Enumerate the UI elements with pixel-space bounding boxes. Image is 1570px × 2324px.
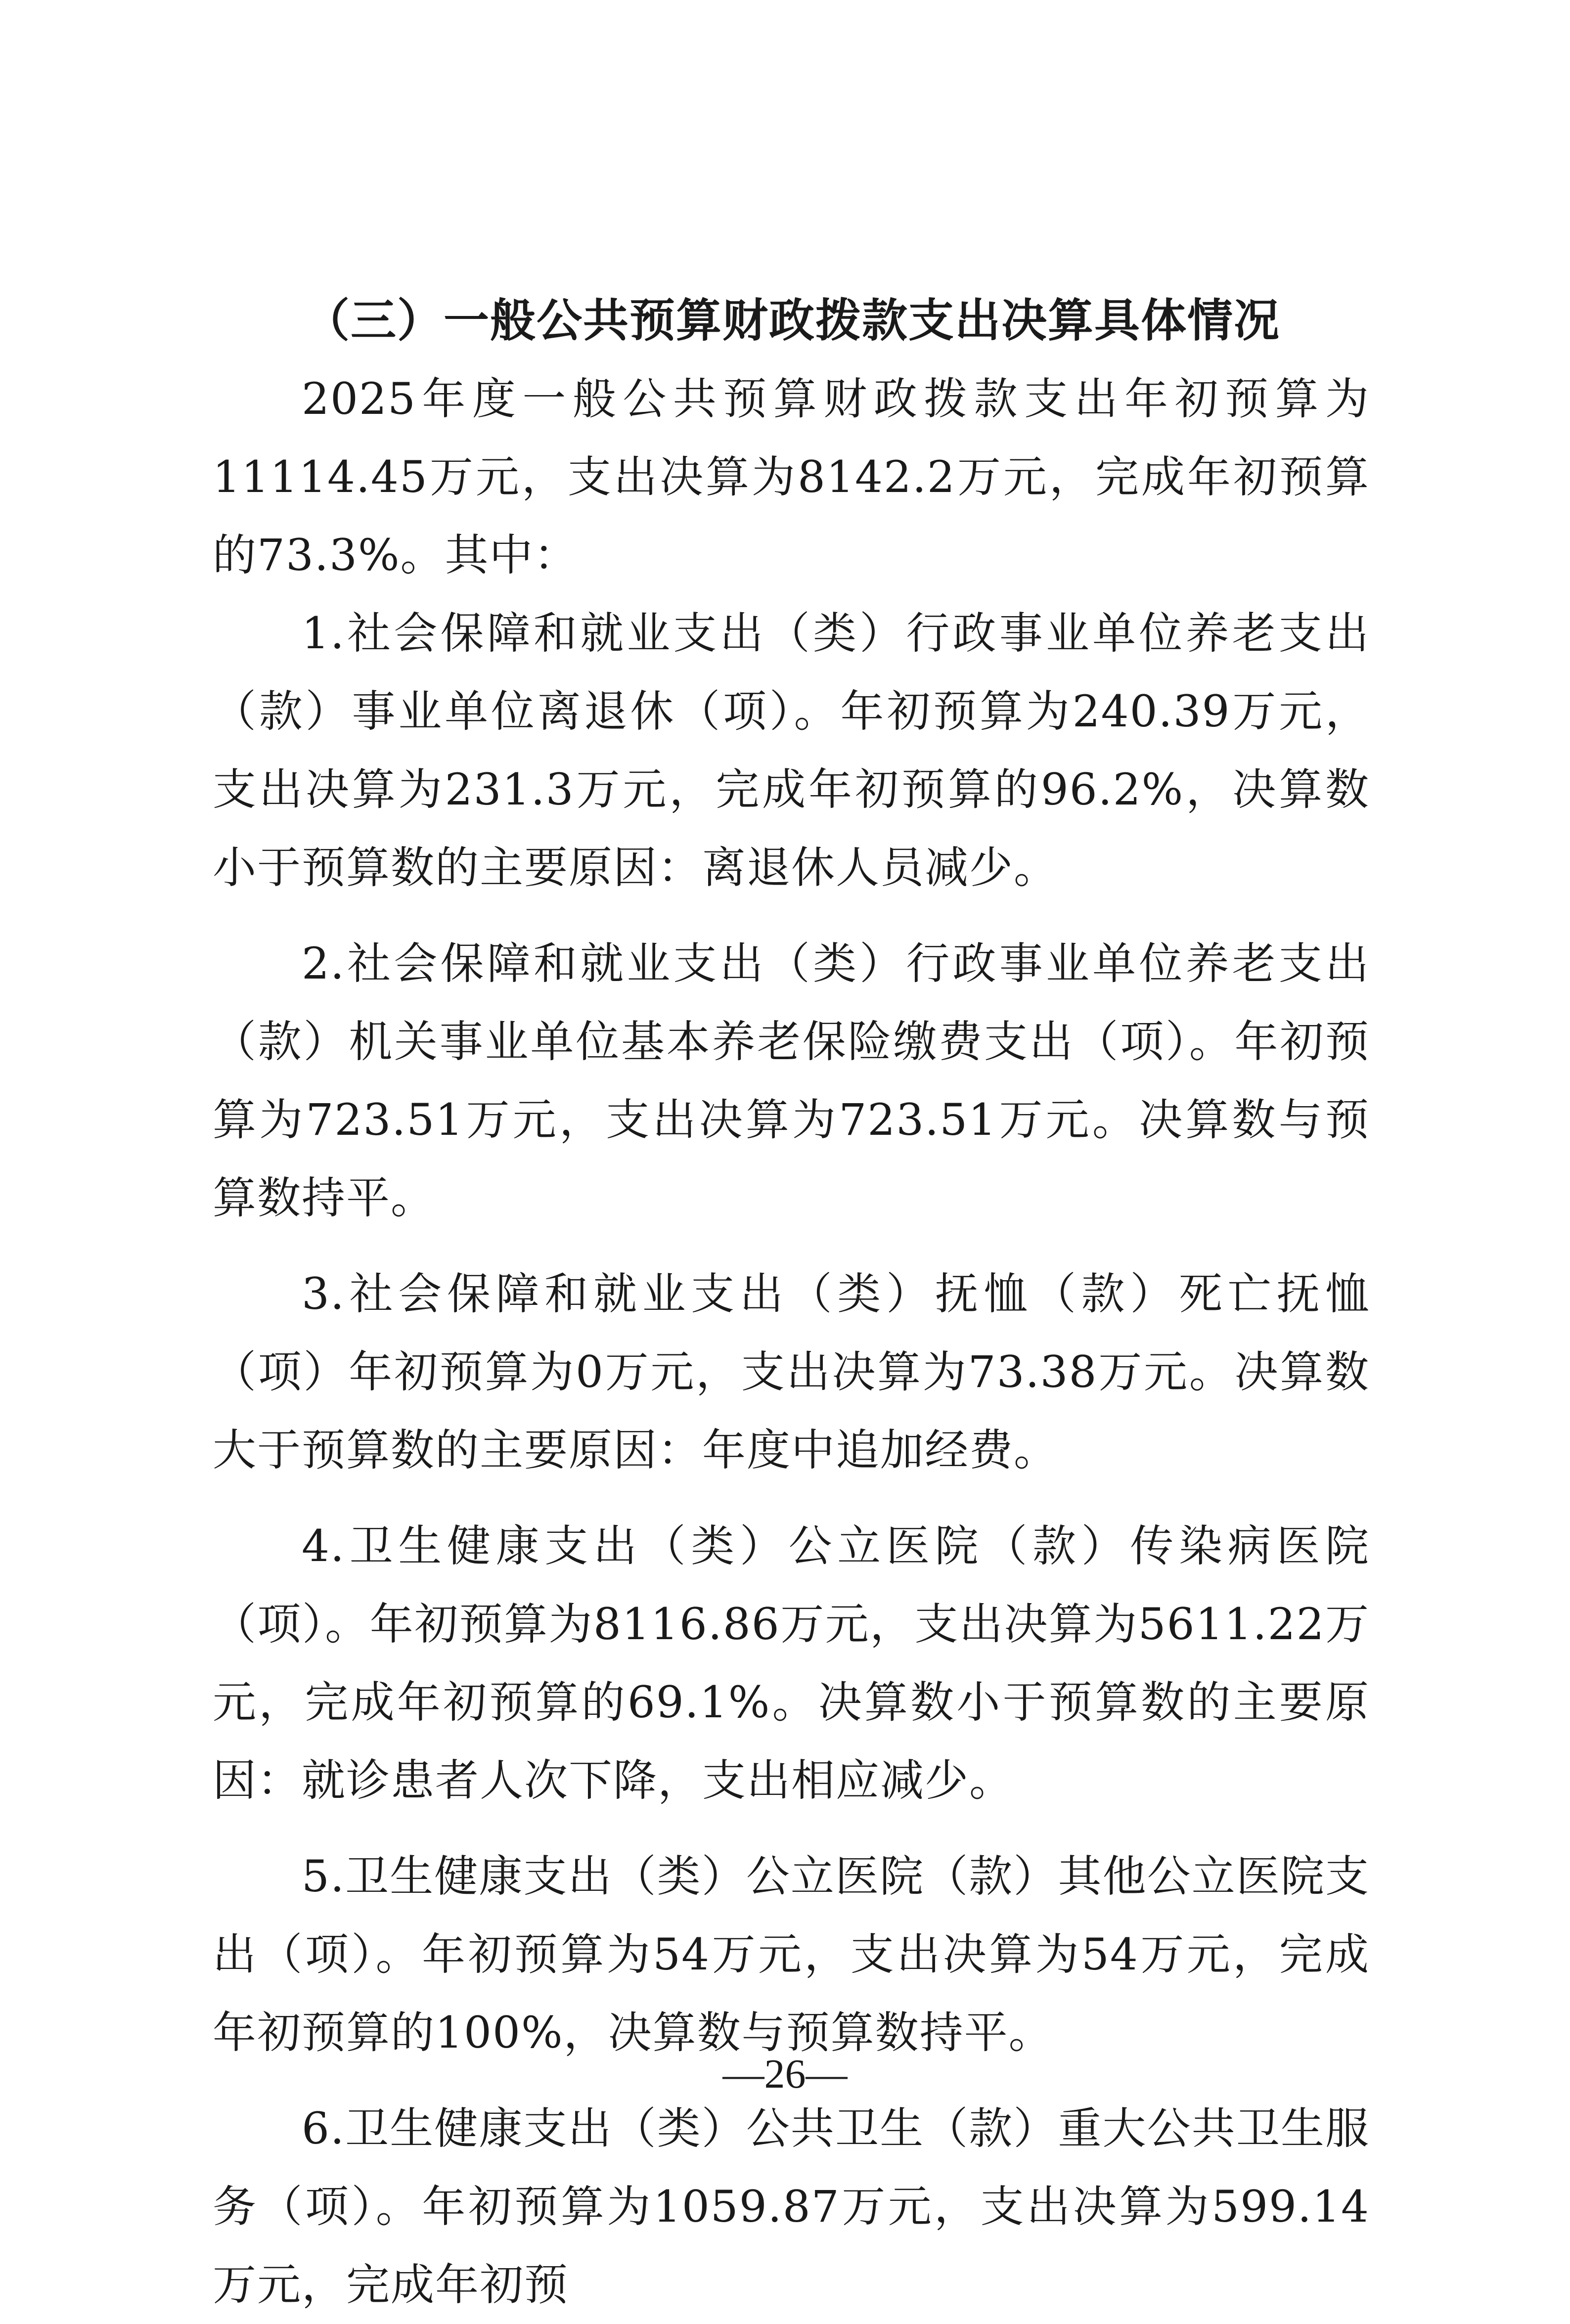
section-heading: （三）一般公共预算财政拨款支出决算具体情况 [304,294,1281,347]
paragraph-item-4: 4.卫生健康支出（类）公立医院（款）传染病医院（项）。年初预算为8116.86万元，支出决算为5611.22万元，完成年初预算的69.1%。决算数小于预算数的主要原因：就诊患者人次下降，支出相应减少。 [213,1520,1370,1806]
document-body [213,282,1370,2324]
paragraph-budget-summary: 2025年度一般公共预算财政拨款支出年初预算为11114.45万元，支出决算为8142.2万元，完成年初预算的73.3%。其中： [213,373,1370,581]
paragraph-item-5: 5.卫生健康支出（类）公立医院（款）其他公立医院支出（项）。年初预算为54万元，支出决算为54万元，完成年初预算的100%，决算数与预算数持平。 [213,1851,1370,2058]
page-number: —26— [722,2051,848,2097]
paragraph-item-6: 6.卫生健康支出（类）公共卫生（款）重大公共卫生服务（项）。年初预算为1059.87万元，支出决算为599.14万元，完成年初预 [213,2103,1370,2310]
paragraph-item-2: 2.社会保障和就业支出（类）行政事业单位养老支出（款）机关事业单位基本养老保险缴费支出（项）。年初预算为723.51万元，支出决算为723.51万元。决算数与预算数持平。 [213,938,1370,1223]
paragraph-item-3: 3.社会保障和就业支出（类）抚恤（款）死亡抚恤（项）年初预算为0万元，支出决算为73.38万元。决算数大于预算数的主要原因：年度中追加经费。 [213,1268,1370,1475]
paragraph-item-1: 1.社会保障和就业支出（类）行政事业单位养老支出（款）事业单位离退休（项）。年初预算为240.39万元，支出决算为231.3万元，完成年初预算的96.2%，决算数小于预算数的主要原因：离退休人员减少。 [213,608,1370,893]
